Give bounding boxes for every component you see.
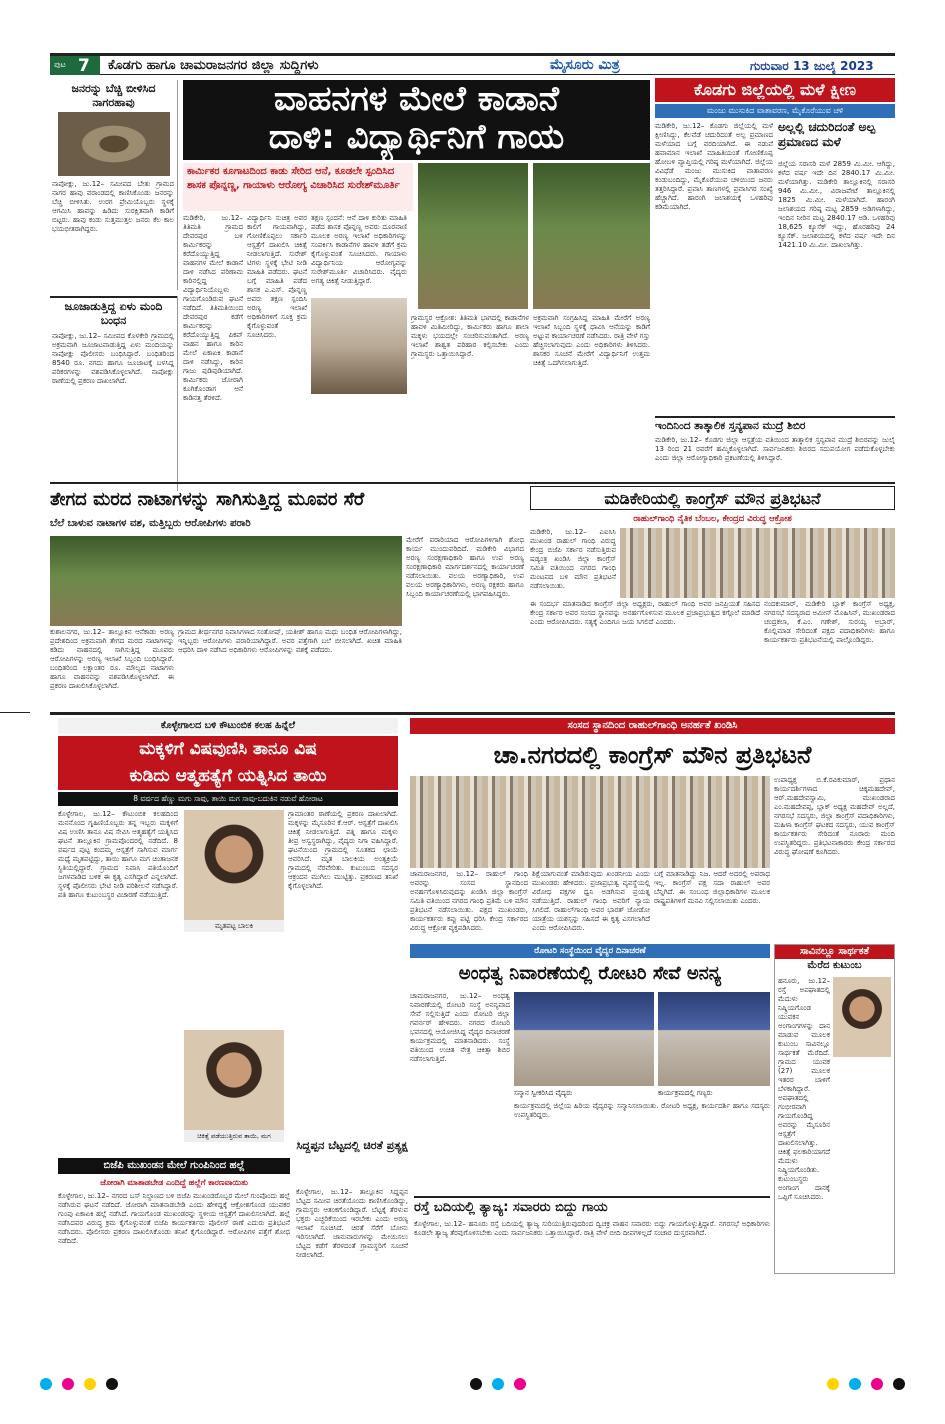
- gambling-story: [50, 296, 178, 491]
- chamarajanagar-body-mid: ಶಿಕ್ಷೆಯಾಗುವಂತೆ ಮಾಡಿರುವುದು ಖಂಡನೀಯ ಎಂದು ಮುಖಂಡರು ಹೇಳಿದರು. ಪ್ರಜಾಪ್ರಭುತ್ವ ವ್ಯವಸ್ಥೆಯಲ್ಲಿ ವಿರೋಧ ಪಕ್ಷಗಳ ಧ್ವನಿ ಅಡಗಿಸುವ ಪ್ರಯತ್ನ ನಡೆಯುತ್ತಿದೆ. ರಾಹುಲ್ ಗಾಂಧಿ ಅವರಿಗೆ ನ್ಯಾಯ ಸಿಗಲಿದೆ. ರಾಹುಲ್‌ಗಾಂಧಿ ಅವರ ಭಾರತ್ ಜೋಡೋ ಯಾತ್ರೆಯ ಯಶಸ್ಸನ್ನು ಸಹಿಸದೆ ಈ ಕೃತ್ಯ ಎಸಗಲಾಗಿದೆ ಎಂದು ಆರೋಪಿಸಿದರು.: [532, 870, 650, 932]
- snake-headline: ಜನರನ್ನು ಬೆಚ್ಚಿ ಬೀಳಿಸಿದ ನಾಗರಹಾವು: [71, 82, 156, 109]
- rain-side-head: ಅಲ್ಲಲ್ಲಿ ಚದುರಿದಂತೆ ಅಲ್ಪ ಪ್ರಮಾಣದ ಮಳೆ: [778, 120, 876, 149]
- registration-dot: [84, 1378, 96, 1390]
- bjp-attack-subhead: ಜೋರಾಗಿ ಮಾತಾಡಬೇಡ ಎಂದಿದ್ದೆ ಹಲ್ಲೆಗೆ ಕಾರಣವಾಯಿತು: [100, 1178, 248, 1187]
- rotary-body-right: ಕಾರ್ಯಕ್ರಮದಲ್ಲಿ ಜಿಲ್ಲೆಯ ಹಿರಿಯ ವೈದ್ಯರನ್ನು ಸನ್ಮಾನಿಸಲಾಯಿತು. ರೋಟರಿ ಅಧ್ಯಕ್ಷ, ಕಾರ್ಯದರ್ಶಿ ಹಾಗೂ ಸದಸ್ಯರು ಉಪಸ್ಥಿತರಿದ್ದರು.: [514, 1102, 770, 1119]
- elephant-body-col2: ವಿದ್ಯಾರ್ಥಿನಿ ಸುಚಿತ್ರ ಅವರ ಕಾಲಿಗೆ ಗಾಯವಾಗಿದ್ದು, ಗೋಣಿಕೊಪ್ಪಲು ಸರ್ಕಾರಿ ಆಸ್ಪತ್ರೆಗೆ ದಾಖಲಿಸಿ ಚಿಕಿತ್ಸೆ ನೀಡಲಾಗುತ್ತಿದೆ. ಸುರೇಶ್ ಟಿಗಳು ಸ್ಥಳಕ್ಕೆ ಭೇಟಿ ನೀಡಿ ಮಾಹಿತಿ ಪಡೆದರು. ಘಟನೆ ಬಗ್ಗೆ ಮಾಹಿತಿ ಪಡೆದ ಶಾಸಕ ಎ.ಎಸ್. ಪೊನ್ನಣ್ಣ ಅವರು ತಕ್ಷಣ ಸ್ಪಂದಿಸಿ ಅರಣ್ಯ ಇಲಾಖೆ ಅಧಿಕಾರಿಗಳಿಗೆ ಸೂಕ್ತ ಕ್ರಮ ಕೈಗೊಳ್ಳುವಂತೆ ಸೂಚಿಸಿದರು.: [247, 214, 307, 339]
- registration-dot: [827, 1378, 839, 1390]
- section-title: ಕೊಡಗು ಹಾಗೂ ಚಾಮರಾಜನಗರ ಜಿಲ್ಲಾ ಸುದ್ದಿಗಳು: [108, 58, 319, 73]
- elephant-body-col4: ಗ್ರಾಮಸ್ಥರ ಆಕ್ರೋಶ: ತಿತಿಮತಿ ಭಾಗದಲ್ಲಿ ಕಾಡಾನೆಗಳ ಹಾವಳಿ ಮಿತಿಮೀರಿದ್ದು, ಕಾರ್ಮಿಕರು ಹಾಗೂ ಶಾಲಾ ಮಕ್ಕಳು ಭಯದಲ್ಲೇ ಸಂಚರಿಸುವಂತಾಗಿದೆ. ಅರಣ್ಯ ಇಲಾಖೆ ಶಾಶ್ವತ ಪರಿಹಾರ ಕಲ್ಪಿಸಬೇಕು ಎಂದು ಗ್ರಾಮಸ್ಥರು ಒತ್ತಾಯಿಸಿದ್ದಾರೆ.: [411, 314, 529, 358]
- registration-dot: [492, 1378, 504, 1390]
- elephant-body-col1: ಮಡಿಕೇರಿ, ಜು.12– ತಿತಿಮತಿ ಗ್ರಾಮದ ದೇವರಪುರ ಬಳಿ ಕಾರ್ಮಿಕರನ್ನು ಕರೆದೊಯ್ಯುತ್ತಿದ್ದ ವಾಹನಗಳ ಮೇಲೆ ಕಾಡಾನೆ ದಾಳಿ ನಡೆಸಿದ ಪರಿಣಾಮ ಕಾರಿನಲ್ಲಿದ್ದ ವಿದ್ಯಾರ್ಥಿನಿಯೊಬ್ಬಳು ಗಾಯಗೊಂಡಿರುವ ಘಟನೆ ನಡೆದಿದೆ. ತಿತಿಮತಿಯಿಂದ ದೇವರಪುರ ಕಡೆಗೆ ಕಾರ್ಮಿಕರನ್ನು ಕರೆದೊಯ್ಯುತ್ತಿದ್ದ ಪಿಕಪ್ ವಾಹನ ಹಾಗೂ ಕಾರಿನ ಮೇಲೆ ಏಕಾಏಕಿ ಕಾಡಾನೆ ದಾಳಿ ನಡೆಸಿದ್ದು, ಕಾರಿನ ಗಾಜು ಪುಡಿಪುಡಿಯಾಗಿದೆ. ಕಾರ್ಮಿಕರು ಜೋರಾಗಿ ಕೂಗಿಕೊಂಡಾಗ ಆನೆ ಕಾಡಿನತ್ತ ತೆರಳಿದೆ.: [183, 214, 243, 402]
- gambling-headline: ಜೂಜಾಡುತ್ತಿದ್ದ ಏಳು ಮಂದಿ ಬಂಧನ: [50, 296, 177, 328]
- chamarajanagar-protest-photo: [410, 776, 770, 868]
- rain-subhead: ಮಂಜು ಮುಸುಕಿದ ವಾತಾವರಣ, ಮೈಕೊರೆಯುವ ಚಳಿ: [655, 104, 895, 118]
- rotary-kicker: ರೋಟರಿ ಸಂಸ್ಥೆಯಿಂದ ವೈದ್ಯರ ದಿನಾಚರಣೆ: [410, 944, 770, 958]
- timber-body-left: ಕುಶಾಲನಗರ, ಜು.12– ತಾಲ್ಲೂಕಿನ ಆನೆಕಾಡು ಅರಣ್ಯ ಪ್ರದೇಶದಿಂದ ಅಕ್ರಮವಾಗಿ ತೇಗದ ಮರದ ನಾಟಾಗಳನ್ನು ಕಡಿದು ವಾಹನದಲ್ಲಿ ಸಾಗಿಸುತ್ತಿದ್ದ ಮೂವರು ಆರೋಪಿಗಳನ್ನು ಅರಣ್ಯ ಇಲಾಖೆ ಸಿಬ್ಬಂದಿ ಬಂಧಿಸಿದ್ದಾರೆ. ಬಂಧಿತರಿಂದ ಲಕ್ಷಾಂತರ ರೂ. ಮೌಲ್ಯದ ನಾಟಾಗಳು ಹಾಗೂ ವಾಹನವನ್ನು ವಶಪಡಿಸಿಕೊಳ್ಳಲಾಗಿದೆ. ಈ ಪ್ರಕರಣ ದಾಖಲಿಸಿಕೊಳ್ಳಲಾಗಿದೆ.: [50, 628, 174, 690]
- rotary-photo-1: [514, 992, 654, 1086]
- youth-photo: [833, 977, 891, 1057]
- elephant-headline-line1: ವಾಹನಗಳ ಮೇಲೆ ಕಾಡಾನೆ: [274, 79, 559, 119]
- siddappa-headline: ಸಿದ್ದಪ್ಪನ ಬೆಟ್ಟದಲ್ಲಿ ಚಿರತೆ ಪ್ರತ್ಯಕ್ಷ: [296, 1139, 408, 1152]
- registration-dot: [871, 1378, 883, 1390]
- chamarajanagar-body-far: ಉಪಾಧ್ಯಕ್ಷ ಬಿ.ಕೆ.ರವಿಕುಮಾರ್, ಪ್ರಧಾನ ಕಾರ್ಯದರ್ಶಿಗಳಾದ ಚಿಕ್ಕಮಹದೇವ್, ಆರ್.ಮಹದೇವಸ್ವಾಮಿ, ಮುಖಂಡರಾದ ಎಂ.ಮಹದೇವಪ್ಪ, ಬ್ಲಾಕ್ ಅಧ್ಯಕ್ಷ ಮಹದೇವ್ ಅಲ್ಲದೆ, ನಗರಸಭೆ ಸದಸ್ಯರು, ಜಿಲ್ಲಾ ಕಾಂಗ್ರೆಸ್ ಪದಾಧಿಕಾರಿಗಳು, ಮಹಿಳಾ ಕಾಂಗ್ರೆಸ್ ಘಟಕದ ಸದಸ್ಯರು, ಯುವ ಕಾಂಗ್ರೆಸ್ ಕಾರ್ಯಕರ್ತರು ಸೇರಿದಂತೆ ನೂರಾರು ಮಂದಿ ಉಪಸ್ಥಿತರಿದ್ದರು. ಪ್ರತಿಭಟನಾಕಾರರು ಕೇಂದ್ರ ಸರ್ಕಾರದ ವಿರುದ್ಧ ಘೋಷಣೆ ಕೂಗಿದರು.: [774, 776, 895, 856]
- death-headline-2: ಮೆರೆದ ಕುಟುಂಬ: [807, 960, 862, 971]
- print-registration-marks: [40, 1378, 905, 1392]
- chamarajanagar-kicker: ಸಂಸದ ಸ್ಥಾನದಿಂದ ರಾಹುಲ್‌ಗಾಂಧಿ ಅನರ್ಹತೆ ಖಂಡಿಸಿ: [410, 718, 895, 734]
- cobra-photo: [58, 112, 170, 176]
- elephant-body-col5: ಅಕ್ರಮವಾಗಿ ಸಂಗ್ರಹಿಸಿದ್ದ ಮಾಹಿತಿ ಮೇರೆಗೆ ಅರಣ್ಯ ಇಲಾಖೆ ಸಿಬ್ಬಂದಿ ಸ್ಥಳಕ್ಕೆ ಧಾವಿಸಿ ಆನೆಯನ್ನು ಕಾಡಿಗೆ ಅಟ್ಟುವ ಕಾರ್ಯಾಚರಣೆ ನಡೆಸಿದರು. ರಾತ್ರಿ ವೇಳೆ ಗಸ್ತು ಹೆಚ್ಚಿಸಲಾಗುವುದು ಎಂದು ಅಧಿಕಾರಿಗಳು ತಿಳಿಸಿದರು. ಶಾಸಕರ ಸೂಚನೆ ಮೇರೆಗೆ ವಿದ್ಯಾರ್ಥಿನಿಗೆ ಉತ್ತಮ ಚಿಕಿತ್ಸೆ ಒದಗಿಸಲಾಗುತ್ತಿದೆ.: [533, 314, 650, 367]
- timber-body-mid: ಗ್ರಾಮದ ತೀರ್ಥನಗರ ನಿವಾಸಿಗಳಾದ ಸಂತೋಷ್, ಯತೀಶ್ ಹಾಗೂ ಮಧು ಬಂಧಿತ ಆರೋಪಿಗಳಾಗಿದ್ದು, ಇನ್ನಿಬ್ಬರು ಆರೋಪಿಗಳು ಪರಾರಿಯಾಗಿದ್ದಾರೆ. ಅವರ ಪತ್ತೆಗಾಗಿ ಬಲೆ ಬೀಸಲಾಗಿದೆ. ಖಚಿತ ಮಾಹಿತಿ ಆಧರಿಸಿ ದಾಳಿ ನಡೆಸಿದ ಅಧಿಕಾರಿಗಳು ಆರೋಪಿಗಳನ್ನು ವಶಕ್ಕೆ ಪಡೆದರು.: [178, 628, 402, 654]
- elephant-subhead: ಕಾರ್ಮಿಕರ ಕೂಗಾಟದಿಂದ ಕಾಡು ಸೇರಿದ ಆನೆ, ಕೂಡಲೇ ಸ್ಪಂದಿಸಿದ ಶಾಸಕ ಪೊನ್ನಣ್ಣ, ಗಾಯಾಳು ಆರೋಗ್ಯ ವಿಚಾರಿಸಿದ ಸುರೇಶ್‌ಮೂರ್ತಿ: [183, 163, 413, 211]
- timber-headline: ತೇಗದ ಮರದ ನಾಟಾಗಳನ್ನು ಸಾಗಿಸುತ್ತಿದ್ದ ಮೂವರ ಸೆರೆ: [50, 489, 365, 510]
- health-camp-headline: ಇಂದಿನಿಂದ ತಾತ್ಕಾಲಿಕ ಸ್ತನ್ಯಪಾನ ಮುದ್ರೆ ಶಿಬಿರ: [655, 416, 895, 432]
- chamarajanagar-body-right: ಬಗ್ಗೆ ಮಾತನಾಡಿದ್ದು ನಿಜ. ಆದರೆ ಅದರಲ್ಲಿ ಅಪರಾಧ ಇಲ್ಲ. ಕಾಂಗ್ರೆಸ್ ಪಕ್ಷ ಸದಾ ರಾಹುಲ್ ಅವರ ಬೆನ್ನಿಗಿದೆ. ಈ ಸಂಬಂಧ ಜಿಲ್ಲಾಧಿಕಾರಿಗಳ ಮೂಲಕ ರಾಷ್ಟ್ರಪತಿಗಳಿಗೆ ಮನವಿ ಸಲ್ಲಿಸಲಾಯಿತು ಎಂದರು.: [654, 870, 770, 905]
- kollegal-subhead: 8 ವರ್ಷದ ಹೆಣ್ಣು ಮಗು ಸಾವು, ತಾಯಿ ಮಗ ಸಾವು-ಬದುಕಿನ ನಡುವೆ ಹೋರಾಟ: [58, 792, 398, 806]
- registration-dot: [893, 1378, 905, 1390]
- girl-photo-caption: ಮೃತಪಟ್ಟ ಬಾಲಕಿ: [184, 920, 284, 932]
- hospital-photo: [311, 298, 407, 394]
- rotary-headline: ಅಂಧತ್ವ ನಿವಾರಣೆಯಲ್ಲಿ ರೋಟರಿ ಸೇವೆ ಅನನ್ಯ: [458, 963, 722, 984]
- mother-son-photo: [184, 1030, 284, 1130]
- elephant-headline-box: [183, 80, 650, 160]
- health-camp-body: ಮಡಿಕೇರಿ, ಜು.12– ಕೊಡಗು ಜಿಲ್ಲಾ ಆಸ್ಪತ್ರೆಯ ವತಿಯಿಂದ ತಾತ್ಕಾಲಿಕ ಸ್ತನ್ಯಪಾನ ಮುದ್ರೆ ಶಿಬಿರವನ್ನು ಜುಲೈ 13 ರಿಂದ 21 ರವರೆಗೆ ಹಮ್ಮಿಕೊಳ್ಳಲಾಗಿದೆ. ಸಾರ್ವಜನಿಕರು ಶಿಬಿರದ ಸದುಪಯೋಗ ಪಡೆದುಕೊಳ್ಳಬೇಕು ಎಂದು ಜಿಲ್ಲಾ ಆರೋಗ್ಯಾಧಿಕಾರಿ ಪ್ರಕಟಣೆಯಲ್ಲಿ ತಿಳಿಸಿದ್ದಾರೆ.: [655, 436, 895, 462]
- page-number-box: [50, 56, 100, 75]
- snake-body: ನಾಪೋಕ್ಲು, ಜು.12– ಸಮೀಪದ ಬೇತು ಗ್ರಾಮದ ನಾಗರ ಹಾವು ವರಾಂಡದಲ್ಲಿ ಕಾಣಿಸಿಕೊಂಡು ಜನರನ್ನು ಬೆಚ್ಚಿ ಬೀಳಿಸಿತು. ಉರಗ ಪ್ರೇಮಿಯೊಬ್ಬರು ಸ್ಥಳಕ್ಕೆ ಆಗಮಿಸಿ ಹಾವನ್ನು ಹಿಡಿದು ಸುರಕ್ಷಿತವಾಗಿ ಕಾಡಿಗೆ ಬಿಟ್ಟರು. ಹಾವು ಕಂಡು ಸುತ್ತಮುತ್ತಲ ಜನರು ಕೆಲ ಕಾಲ ಭಯಭೀತರಾಗಿದ್ದರು.: [52, 180, 174, 233]
- rain-body-left: ಮಡಿಕೇರಿ, ಜು.12– ಕೊಡಗು ಜಿಲ್ಲೆಯಲ್ಲಿ ಮಳೆ ಕ್ಷೀಣಿಸಿದ್ದು, ಕೆಲವೆಡೆ ಚದುರಿದಂತೆ ಅಲ್ಪ ಪ್ರಮಾಣದ ಮಳೆಯಾದ ಬಗ್ಗೆ ವರದಿಯಾಗಿದೆ. ಈ ನಡುವೆ ಹವಾಮಾನ ಇಲಾಖೆ ಮಾಹಿತಿಯಂತೆ ಗೋಣಿಕೊಪ್ಪ ಹೋಬಳಿ ವ್ಯಾಪ್ತಿಯಲ್ಲಿ ಗರಿಷ್ಠ ಮಳೆಯಾಗಿದೆ. ಜಿಲ್ಲೆಯ ವಿವಿಧೆಡೆ ಮಂಜು ಮುಸುಕಿದ ವಾತಾವರಣ ಕಂಡುಬಂದಿದ್ದು, ಮೈಕೊರೆಯುವ ಚಳಿಯಿಂದ ಜನರು ತತ್ತರಿಸಿದ್ದಾರೆ. ಪ್ರವಾಸಿ ತಾಣಗಳಲ್ಲಿ ಪ್ರವಾಸಿಗರ ಸಂಖ್ಯೆ ಹೆಚ್ಚಾಗಿದೆ. ಹಾರಂಗಿ ಜಲಾಶಯಕ್ಕೆ ಒಳಹರಿವು ಕಡಿಮೆಯಾಗಿದೆ.: [655, 122, 773, 211]
- timber-subhead: ಬೆಲೆ ಬಾಳುವ ನಾಟಾಗಳ ವಶ, ಮತ್ತಿಬ್ಬರು ಆರೋಪಿಗಳು ಪರಾರಿ: [50, 518, 251, 529]
- death-story: [774, 944, 895, 1274]
- gambling-body: ನಾಪೋಕ್ಲು, ಜು.12– ಸಮೀಪದ ಕೊಳಕೇರಿ ಗ್ರಾಮದಲ್ಲಿ ಅಕ್ರಮವಾಗಿ ಜೂಜಾಟವಾಡುತ್ತಿದ್ದ ಏಳು ಮಂದಿಯನ್ನು ನಾಪೋಕ್ಲು ಪೊಲೀಸರು ಬಂಧಿಸಿದ್ದಾರೆ. ಬಂಧಿತರಿಂದ 8540 ರೂ. ನಗದು ಹಾಗೂ ಜೂಜಾಟಕ್ಕೆ ಬಳಸಿದ್ದ ಪರಿಕರಗಳನ್ನು ವಶಪಡಿಸಿಕೊಳ್ಳಲಾಗಿದೆ. ನಾಪೋಕ್ಲು ಠಾಣೆಯಲ್ಲಿ ಪ್ರಕರಣ ದಾಖಲಾಗಿದೆ.: [52, 332, 174, 385]
- registration-dot: [514, 1378, 526, 1390]
- registration-dot: [849, 1378, 861, 1390]
- car-photo-1: [418, 163, 528, 309]
- rain-headline: ಕೊಡಗು ಜಿಲ್ಲೆಯಲ್ಲಿ ಮಳೆ ಕ್ಷೀಣ: [655, 78, 895, 102]
- registration-dot: [106, 1378, 118, 1390]
- car-photo-2: [533, 163, 650, 309]
- registration-dot: [470, 1378, 482, 1390]
- madikeri-body-right: ನಂದಕುಮಾರ್, ಮಡಿಕೇರಿ ಬ್ಲಾಕ್ ಕಾಂಗ್ರೆಸ್ ಅಧ್ಯಕ್ಷ, ನಗರಸಭೆ ಸದಸ್ಯರಾದ ಅಮೀನ್ ಮೊಹಿಸಿನ್, ಮುಖಂಡರಾದ ಚಂದ್ರಕಲಾ, ಕೆ.ಎಂ. ಗಣೇಶ್, ಸುರಯ್ಯ ಅಬ್ರಾರ್, ಕೊಲ್ಲಿಮಾಡ ಸೇರಿದಂತೆ ಪಕ್ಷದ ಪದಾಧಿಕಾರಿಗಳು ಹಾಗೂ ಕಾರ್ಯಕರ್ತರು ಪ್ರತಿಭಟನೆಯಲ್ಲಿ ಪಾಲ್ಗೊಂಡಿದ್ದರು.: [764, 600, 895, 644]
- registration-dot: [40, 1378, 52, 1390]
- snake-story: [50, 80, 178, 290]
- death-headline-1: ಸಾವಿನಲ್ಲೂ ಸಾರ್ಥಕತೆ: [775, 945, 894, 959]
- chamarajanagar-body-left: ಚಾಮರಾಜನಗರ, ಜು.12– ರಾಹುಲ್ ಗಾಂಧಿ ಅವರನ್ನು ಸಂಸದ ಸ್ಥಾನದಿಂದ ಅನರ್ಹಗೊಳಿಸಿರುವುದನ್ನು ಖಂಡಿಸಿ ಜಿಲ್ಲಾ ಕಾಂಗ್ರೆಸ್ ಸಮಿತಿ ವತಿಯಿಂದ ನಗರದ ಗಾಂಧಿ ಪ್ರತಿಮೆ ಬಳಿ ಮೌನ ಪ್ರತಿಭಟನೆ ನಡೆಸಲಾಯಿತು. ಪಕ್ಷದ ಮುಖಂಡರು, ಕಾರ್ಯಕರ್ತರು ಕಪ್ಪು ಪಟ್ಟಿ ಧರಿಸಿ ಕೇಂದ್ರ ಸರ್ಕಾರದ ವಿರುದ್ಧ ಆಕ್ರೋಶ ವ್ಯಕ್ತಪಡಿಸಿದರು.: [410, 870, 528, 932]
- rain-body-right: ಜಿಲ್ಲೆಯ ಸರಾಸರಿ ಮಳೆ 2859 ಮಿ.ಮೀ. ಆಗಿದ್ದು, ಕಳೆದ ವರ್ಷ ಇದೇ ದಿನ 2840.17 ಮಿ.ಮೀ. ಮಳೆಯಾಗಿತ್ತು. ಮಡಿಕೇರಿ ತಾಲ್ಲೂಕಿನಲ್ಲಿ ಸರಾಸರಿ 946 ಮಿ.ಮೀ., ವಿರಾಜಪೇಟೆ ತಾಲ್ಲೂಕಿನಲ್ಲಿ 1825 ಮಿ.ಮೀ. ಮಳೆಯಾಗಿದೆ. ಹಾರಂಗಿ ಜಲಾಶಯದ ಗರಿಷ್ಠ ಮಟ್ಟ 2859 ಅಡಿಗಳಾಗಿದ್ದು, ಇಂದಿನ ನೀರಿನ ಮಟ್ಟ 2840.17 ಅಡಿ. ಒಳಹರಿವು 18,625 ಕ್ಯೂಸೆಕ್ ಇದ್ದು, ಹೊರಹರಿವು 24 ಕ್ಯೂಸೆಕ್. ಜಲಾಶಯದಲ್ಲಿ ಕಳೆದ ವರ್ಷ ಇದೇ ದಿನ 1421.10 ಮಿ.ಮೀ. ದಾಖಲಾಗಿತ್ತು.: [778, 160, 895, 249]
- bjp-attack-body: ಕೊಳ್ಳೇಗಾಲ, ಜು.12– ನಗರದ ಬಸ್ ನಿಲ್ದಾಣದ ಬಳಿ ಬಿಜೆಪಿ ಮುಖಂಡರೊಬ್ಬರ ಮೇಲೆ ಗುಂಪೊಂದು ಹಲ್ಲೆ ನಡೆಸಿರುವ ಘಟನೆ ನಡೆದಿದೆ. ಜೋರಾಗಿ ಮಾತನಾಡಬೇಡಿ ಎಂದು ಹೇಳಿದ್ದಕ್ಕೆ ಆಕ್ರೋಶಗೊಂಡ ಯುವಕರ ಗುಂಪು ಏಕಾಏಕಿ ಹಲ್ಲೆ ನಡೆಸಿದೆ. ಗಾಯಗೊಂಡ ಮುಖಂಡರನ್ನು ಸ್ಥಳೀಯ ಆಸ್ಪತ್ರೆಗೆ ದಾಖಲಿಸಲಾಗಿದೆ. ಹಲ್ಲೆ ನಡೆಸಿದವರ ವಿರುದ್ಧ ಕ್ರಮ ಕೈಗೊಳ್ಳುವಂತೆ ಬಿಜೆಪಿ ಕಾರ್ಯಕರ್ತರು ಪೊಲೀಸ್ ಠಾಣೆ ಎದುರು ಪ್ರತಿಭಟನೆ ನಡೆಸಿದರು. ಪೊಲೀಸರು ಪ್ರಕರಣ ದಾಖಲಿಸಿಕೊಂಡು ತನಿಖೆ ಕೈಗೊಂಡಿದ್ದಾರೆ. ಆರೋಪಿಗಳ ಪತ್ತೆಗೆ ಶೋಧ ನಡೆದಿದೆ.: [58, 1192, 290, 1245]
- timber-body-right: ಮೇರೆಗೆ ಪರಾರಿಯಾದ ಆರೋಪಿಗಳಿಗಾಗಿ ಶೋಧ ಕಾರ್ಯ ಮುಂದುವರಿದಿದೆ. ಮಡಿಕೇರಿ ವಿಭಾಗದ ಅರಣ್ಯ ಸಂರಕ್ಷಣಾಧಿಕಾರಿ ಹಾಗೂ ಉಪ ಅರಣ್ಯ ಸಂರಕ್ಷಣಾಧಿಕಾರಿ ಮಾರ್ಗದರ್ಶನದಲ್ಲಿ ಕಾರ್ಯಾಚರಣೆ ನಡೆಸಲಾಯಿತು. ವಲಯ ಅರಣ್ಯಾಧಿಕಾರಿ, ಉಪ ವಲಯ ಅರಣ್ಯಾಧಿಕಾರಿಗಳು, ಅರಣ್ಯ ರಕ್ಷಕರು ಹಾಗೂ ಸಿಬ್ಬಂದಿ ಕಾರ್ಯಾಚರಣೆಯಲ್ಲಿ ಭಾಗವಹಿಸಿದ್ದರು.: [406, 536, 524, 598]
- madikeri-subhead: ರಾಹುಲ್‌ಗಾಂಧಿ ನೈತಿಕ ಬೆಂಬಲ, ಕೇಂದ್ರದ ವಿರುದ್ಧ ಆಕ್ರೋಶ: [633, 514, 792, 524]
- siddappa-body: ಕೊಳ್ಳೇಗಾಲ, ಜು.12– ತಾಲ್ಲೂಕಿನ ಸಿದ್ದಪ್ಪನ ಬೆಟ್ಟದ ಸಮೀಪ ಚಿರತೆಯೊಂದು ಕಾಣಿಸಿಕೊಂಡಿದ್ದು, ಗ್ರಾಮಸ್ಥರು ಆತಂಕಗೊಂಡಿದ್ದಾರೆ. ಬೆಟ್ಟಕ್ಕೆ ತೆರಳುವ ಭಕ್ತರು ಎಚ್ಚರಿಕೆಯಿಂದ ಇರಬೇಕು ಎಂದು ಅರಣ್ಯ ಇಲಾಖೆ ಸೂಚಿಸಿದೆ. ಚಿರತೆ ಸೆರೆಗೆ ಬೋನು ಇರಿಸಲಾಗಿದೆ. ಜಾನುವಾರುಗಳನ್ನು ಮೇಯಿಸಲು ಬೆಟ್ಟದ ಕಡೆಗೆ ತೆರಳದಂತೆ ಗ್ರಾಮಸ್ಥರಿಗೆ ಸೂಚನೆ ನೀಡಲಾಗಿದೆ.: [296, 1188, 408, 1259]
- girl-photo: [184, 810, 284, 920]
- rotary-caption-2: ಕಾರ್ಯಕ್ರಮದಲ್ಲಿ ಗಣ್ಯರು: [658, 1089, 713, 1097]
- accident-headline: ರಸ್ತೆ ಬದಿಯಲ್ಲಿ ತ್ಯಾಜ್ಯ: ಸವಾರರು ಬಿದ್ದು ಗಾಯ: [414, 1196, 770, 1216]
- kollegal-body-left: ಕೊಳ್ಳೇಗಾಲ, ಜು.12– ಕೌಟುಂಬಿಕ ಕಲಹದಿಂದ ಮನನೊಂದ ಗೃಹಿಣಿಯೊಬ್ಬರು ತನ್ನ ಇಬ್ಬರು ಮಕ್ಕಳಿಗೆ ವಿಷ ಉಣಿಸಿ ತಾನೂ ವಿಷ ಸೇವಿಸಿ ಆತ್ಮಹತ್ಯೆಗೆ ಯತ್ನಿಸಿದ ಘಟನೆ ತಾಲ್ಲೂಕಿನ ಗ್ರಾಮವೊಂದರಲ್ಲಿ ನಡೆದಿದೆ. 8 ವರ್ಷದ ಪುಟ್ಟ ಕಂದಮ್ಮ ಆಸ್ಪತ್ರೆಗೆ ಸಾಗಿಸುವ ಮಾರ್ಗ ಮಧ್ಯೆ ಮೃತಪಟ್ಟಿದ್ದು, ತಾಯಿ ಹಾಗೂ ಮಗ ಚಿಂತಾಜನಕ ಸ್ಥಿತಿಯಲ್ಲಿದ್ದಾರೆ. ಗ್ರಾಮದ ನಿವಾಸಿ ಪತಿಯೊಂದಿಗೆ ಜಗಳವಾಡಿದ ಬಳಿಕ ಈ ಕೃತ್ಯ ಎಸಗಿದ್ದಾರೆ ಎನ್ನಲಾಗಿದೆ. ಸ್ಥಳಕ್ಕೆ ಪೊಲೀಸರು ಭೇಟಿ ನೀಡಿ ಪರಿಶೀಲನೆ ನಡೆಸಿದ್ದಾರೆ. ಪತಿ ಹಾಗೂ ಕುಟುಂಬಸ್ಥರ ವಿಚಾರಣೆ ನಡೆಯುತ್ತಿದೆ.: [58, 810, 178, 899]
- elephant-body-col3: ತಕ್ಷಣ ಸ್ಪಂದನೆ: ಆನೆ ದಾಳಿ ಕುರಿತು ಮಾಹಿತಿ ಪಡೆದ ಶಾಸಕ ಪೊನ್ನಣ್ಣ ಅವರು ದೂರವಾಣಿ ಮೂಲಕ ಅರಣ್ಯ ಇಲಾಖೆ ಅಧಿಕಾರಿಗಳನ್ನು ಸಂಪರ್ಕಿಸಿ ಕಾಡಾನೆಗಳ ಹಾವಳಿ ತಡೆಗೆ ಕ್ರಮ ಕೈಗೊಳ್ಳುವಂತೆ ಸೂಚಿಸಿದರು. ಗಾಯಾಳು ವಿದ್ಯಾರ್ಥಿನಿಯ ಆರೋಗ್ಯವನ್ನು ಸುರೇಶ್‌ಮೂರ್ತಿ ವಿಚಾರಿಸಿದರು. ವೈದ್ಯರು ಅಗತ್ಯ ಚಿಕಿತ್ಸೆ ನೀಡುತ್ತಿದ್ದಾರೆ.: [311, 214, 407, 285]
- rotary-body-left: ಚಾಮರಾಜನಗರ, ಜು.12– ಅಂಧತ್ವ ನಿವಾರಣೆಯಲ್ಲಿ ರೋಟರಿ ಸಂಸ್ಥೆ ಅನನ್ಯವಾದ ಸೇವೆ ಸಲ್ಲಿಸುತ್ತಿದೆ ಎಂದು ರೋಟರಿ ಜಿಲ್ಲಾ ಗವರ್ನರ್ ಹೇಳಿದರು. ನಗರದ ರೋಟರಿ ಭವನದಲ್ಲಿ ಆಯೋಜಿಸಿದ್ದ ವೈದ್ಯರ ದಿನಾಚರಣೆ ಕಾರ್ಯಕ್ರಮದಲ್ಲಿ ಮಾತನಾಡಿದರು. ಸಂಸ್ಥೆ ವತಿಯಿಂದ ಉಚಿತ ನೇತ್ರ ಚಿಕಿತ್ಸಾ ಶಿಬಿರ ನಡೆಸಲಾಗುತ್ತಿದೆ.: [410, 992, 510, 1063]
- elephant-headline-line2: ದಾಳಿ: ವಿದ್ಯಾರ್ಥಿನಿಗೆ ಗಾಯ: [268, 117, 565, 157]
- madikeri-body-mid: ಈ ಸಂದರ್ಭ ಮಾತನಾಡಿದ ಕಾಂಗ್ರೆಸ್ ಜಿಲ್ಲಾ ಅಧ್ಯಕ್ಷರು, ರಾಹುಲ್ ಗಾಂಧಿ ಅವರ ಜನಪ್ರಿಯತೆ ಸಹಿಸದ ಕೇಂದ್ರ ಸರ್ಕಾರ ಅವರ ಸಂಸದ ಸ್ಥಾನವನ್ನು ಅನರ್ಹಗೊಳಿಸುವ ಮೂಲಕ ಪ್ರಜಾಪ್ರಭುತ್ವದ ಕಗ್ಗೊಲೆ ಮಾಡಿದೆ ಎಂದು ಆರೋಪಿಸಿದರು. ಸತ್ಯಕ್ಕೆ ಎಂದಿಗೂ ಜಯ ಸಿಗಲಿದೆ ಎಂದರು.: [530, 600, 760, 626]
- registration-dot: [62, 1378, 74, 1390]
- bjp-attack-headline: ಬಿಜೆಪಿ ಮುಖಂಡನ ಮೇಲೆ ಗುಂಪಿನಿಂದ ಹಲ್ಲೆ: [58, 1158, 290, 1174]
- accident-body: ಕೊಳ್ಳೇಗಾಲ, ಜು.12– ಹನೂರು ರಸ್ತೆ ಬದಿಯಲ್ಲಿ ತ್ಯಾಜ್ಯ ಸುರಿಯುತ್ತಿರುವುದರಿಂದ ದ್ವಿಚಕ್ರ ವಾಹನ ಸವಾರರು ಬಿದ್ದು ಗಾಯಗೊಳ್ಳುತ್ತಿದ್ದಾರೆ. ನಗರಸಭೆ ಅಧಿಕಾರಿಗಳು ಕೂಡಲೇ ತ್ಯಾಜ್ಯ ತೆರವುಗೊಳಿಸಬೇಕು ಎಂದು ಸಾರ್ವಜನಿಕರು ಒತ್ತಾಯಿಸಿದ್ದಾರೆ. ರಾತ್ರಿ ವೇಳೆ ಬೀದಿ ದೀಪಗಳಿಲ್ಲದೆ ಸಂಚಾರ ದುಸ್ತರವಾಗಿದೆ.: [414, 1220, 770, 1237]
- divider: [50, 712, 895, 715]
- madikeri-headline: ಮಡಿಕೇರಿಯಲ್ಲಿ ಕಾಂಗ್ರೆಸ್ ಮೌನ ಪ್ರತಿಭಟನೆ: [530, 486, 895, 510]
- rotary-caption-1: ಸನ್ಮಾನ ಸ್ವೀಕರಿಸಿದ ವೈದ್ಯರು: [514, 1089, 573, 1097]
- paper-name: ಮೈಸೂರು ಮಿತ್ರ: [550, 57, 620, 73]
- left-fold-line: [0, 712, 30, 713]
- divider: [50, 482, 895, 484]
- death-body: ಹನೂರು, ಜು.12– ರಸ್ತೆ ಅಪಘಾತದಲ್ಲಿ ಮೆದುಳು ನಿಷ್ಕ್ರಿಯಗೊಂಡ ಯುವಕನ ಅಂಗಾಂಗಗಳನ್ನು ದಾನ ಮಾಡುವ ಮೂಲಕ ಕುಟುಂಬ ಸಾವಿನಲ್ಲೂ ಸಾರ್ಥಕತೆ ಮೆರೆದಿದೆ. ಗ್ರಾಮದ ಯುವಕ (27) ಮೂಲಕ ಇತರರ ಬಾಳಿಗೆ ಬೆಳಕಾಗಿದ್ದಾರೆ. ಅಪಘಾತದಲ್ಲಿ ಗಂಭೀರವಾಗಿ ಗಾಯಗೊಂಡಿದ್ದ ಅವರನ್ನು ಮೈಸೂರಿನ ಆಸ್ಪತ್ರೆಗೆ ದಾಖಲಿಸಲಾಗಿತ್ತು. ಚಿಕಿತ್ಸೆ ಫಲಕಾರಿಯಾಗದೆ ಮೆದುಳು ನಿಷ್ಕ್ರಿಯಗೊಂಡಿತು. ಕುಟುಂಬಸ್ಥರು ಅಂಗಾಂಗ ದಾನಕ್ಕೆ ಒಪ್ಪಿಗೆ ಸೂಚಿಸಿದರು.: [778, 977, 830, 1201]
- madikeri-body-left: ಮಡಿಕೇರಿ, ಜು.12– ಎಐಸಿಸಿ ಮುಖಂಡ ರಾಹುಲ್ ಗಾಂಧಿ ವಿರುದ್ಧ ಕೇಂದ್ರ ಬಿಜೆಪಿ ಸರ್ಕಾರ ನಡೆಸುತ್ತಿರುವ ಷಡ್ಯಂತ್ರ ಖಂಡಿಸಿ ಜಿಲ್ಲಾ ಕಾಂಗ್ರೆಸ್ ಸಮಿತಿ ವತಿಯಿಂದ ನಗರದ ಗಾಂಧಿ ಮಂಟಪದ ಬಳಿ ಮೌನ ಪ್ರತಿಭಟನೆ ನಡೆಸಲಾಯಿತು.: [530, 528, 616, 590]
- kollegal-kicker: ಕೊಳ್ಳೇಗಾಲದ ಬಳಿ ಕೌಟುಂಬಿಕ ಕಲಹ ಹಿನ್ನೆಲೆ: [58, 718, 398, 734]
- rotary-photo-2: [658, 992, 770, 1086]
- masthead: [50, 53, 895, 75]
- madikeri-protest-photo: [620, 528, 895, 598]
- page-label: ಪುಟ: [54, 60, 66, 69]
- timber-photo: [50, 536, 402, 626]
- kollegal-headline-line2: ಕುಡಿದು ಆತ್ಮಹತ್ಯೆಗೆ ಯತ್ನಿಸಿದ ತಾಯಿ: [129, 766, 327, 786]
- page-date: ಗುರುವಾರ 13 ಜುಲೈ 2023: [750, 59, 874, 73]
- page-number: 7: [78, 56, 90, 76]
- kollegal-body-right: ಗ್ರಾಮಾಂತರ ಠಾಣೆಯಲ್ಲಿ ಪ್ರಕರಣ ದಾಖಲಾಗಿದೆ. ಮಕ್ಕಳನ್ನು ಮೈಸೂರಿನ ಕೆ.ಆರ್. ಆಸ್ಪತ್ರೆಗೆ ದಾಖಲಿಸಿ ಚಿಕಿತ್ಸೆ ನೀಡಲಾಗುತ್ತಿದೆ. ಪತ್ನಿ ಹಾಗೂ ಮಕ್ಕಳು ತೀವ್ರ ಅಸ್ವಸ್ಥರಾಗಿದ್ದು, ವೈದ್ಯರು ನಿಗಾ ವಹಿಸಿದ್ದಾರೆ. ಘಟನೆಯಿಂದ ಗ್ರಾಮದಲ್ಲಿ ಸೂತಕದ ಛಾಯೆ ಆವರಿಸಿದೆ. ಮೃತ ಬಾಲಕಿಯ ಅಂತ್ಯಕ್ರಿಯೆ ಗ್ರಾಮದಲ್ಲಿ ನೆರವೇರಿತು. ಕುಟುಂಬದ ಸದಸ್ಯರ ಆಕ್ರಂದನ ಮುಗಿಲು ಮುಟ್ಟಿತ್ತು. ಪ್ರಕರಣದ ತನಿಖೆ ಕೈಗೊಳ್ಳಲಾಗಿದೆ.: [288, 810, 398, 890]
- kollegal-headline-line1: ಮಕ್ಕಳಿಗೆ ವಿಷವುಣಿಸಿ ತಾನೂ ವಿಷ: [139, 739, 317, 759]
- mother-son-caption: ಚಿಕಿತ್ಸೆ ಪಡೆಯುತ್ತಿರುವ ತಾಯಿ, ಮಗ: [184, 1130, 284, 1142]
- kollegal-headline-box: [58, 736, 398, 790]
- chamarajanagar-headline: ಚಾ.ನಗರದಲ್ಲಿ ಕಾಂಗ್ರೆಸ್ ಮೌನ ಪ್ರತಿಭಟನೆ: [493, 741, 812, 769]
